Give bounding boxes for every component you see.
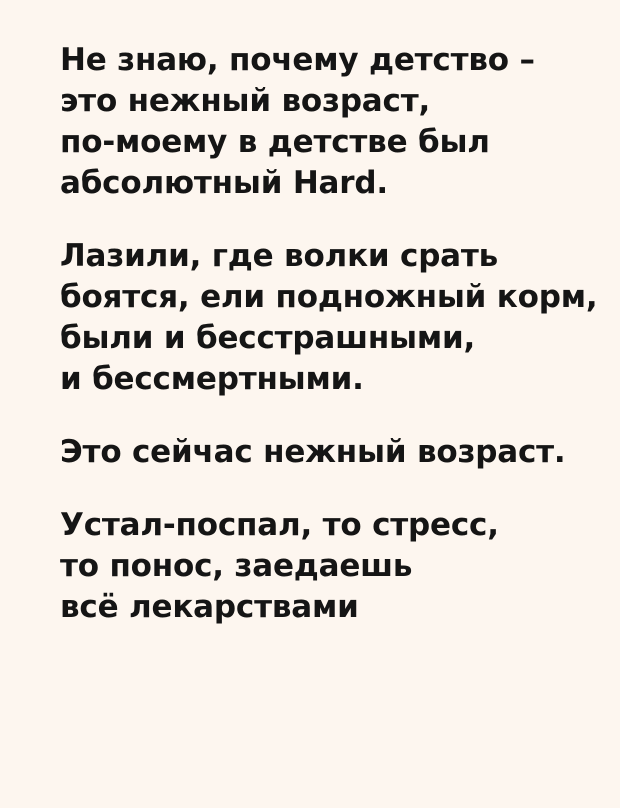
text-line: Это сейчас нежный возраст. [60, 434, 566, 470]
text-line: были и бесстрашными, [60, 320, 476, 356]
stanza-2 [60, 236, 598, 400]
text-line: всё лекарствами [60, 589, 359, 625]
text-line: то понос, заедаешь [60, 548, 413, 584]
text-line: по-моему в детстве был [60, 124, 490, 160]
text-line: боятся, ели подножный корм, [60, 279, 598, 315]
text-line: это нежный возраст, [60, 83, 431, 119]
text-line: Не знаю, почему детство – [60, 42, 535, 78]
text-line: и бессмертными. [60, 361, 364, 397]
stanza-4 [60, 505, 576, 628]
text-line: Лазили, где волки срать [60, 238, 499, 274]
text-line: абсолютный Hard. [60, 165, 388, 201]
stanza-3 [60, 432, 576, 473]
text-line: Устал-поспал, то стресс, [60, 507, 499, 543]
stanza-1 [60, 40, 576, 204]
